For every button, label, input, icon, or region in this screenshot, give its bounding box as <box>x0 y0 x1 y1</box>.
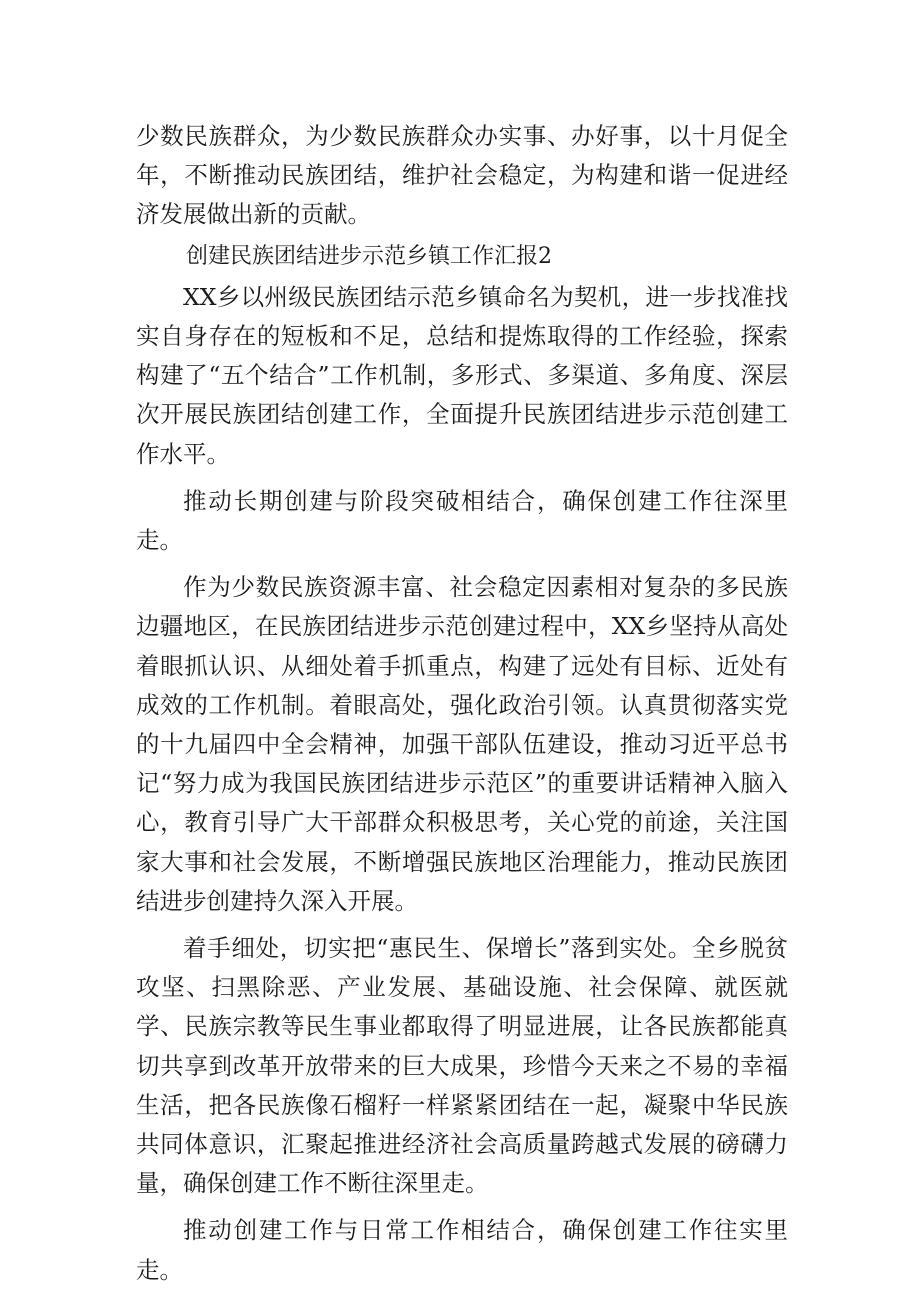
paragraph-body-2: 着手细处，切实把“惠民生、保增长”落到实处。全乡脱贫攻坚、扫黑除恶、产业发展、基础设施、社会保障、就医就学、民族宗教等民生事业都取得了明显进展，让各民族都能真切共享到改革开放带来的巨大成果，珍惜今天来之不易的幸福生活，把各民族像石榴籽一样紧紧团结在一起，凝聚中华民族共同体意识，汇聚起推进经济社会高质量跨越式发展的磅礴力量，确保创建工作不断往深里走。 <box>136 934 788 1198</box>
paragraph-heading-1: 推动长期创建与阶段突破相结合，确保创建工作往深里走。 <box>136 486 788 555</box>
section-title: 创建民族团结进步示范乡镇工作汇报2 <box>186 243 552 269</box>
paragraph-body-1: 作为少数民族资源丰富、社会稳定因素相对复杂的多民族边疆地区，在民族团结进步示范创建过程中，XX乡坚持从高处着眼抓认识、从细处着手抓重点，构建了远处有目标、近处有成效的工作机制。着眼高处，强化政治引领。认真贯彻落实党的十九届四中全会精神，加强干部队伍建设，推动习近平总书记“努力成为我国民族团结进步示范区”的重要讲话精神入脑入心，教育引导广大干部群众积极思考，关心党的前途，关注国家大事和社会发展，不断增强民族地区治理能力，推动民族团结进步创建持久深入开展。 <box>136 573 788 915</box>
paragraph-heading-2: 推动创建工作与日常工作相结合，确保创建工作往实里走。 <box>136 1216 788 1284</box>
paragraph-intro: XX乡以州级民族团结示范乡镇命名为契机，进一步找准找实自身存在的短板和不足，总结和提炼取得的工作经验，探索构建了“五个结合”工作机制，多形式、多渠道、多角度、深层次开展民族团结创建工作，全面提升民族团结进步示范创建工作水平。 <box>136 282 788 468</box>
paragraph-continuation: 少数民族群众，为少数民族群众办实事、办好事，以十月促全年，不断推动民族团结，维护社会稳定，为构建和谐一促进经济发展做出新的贡献。 <box>136 122 788 229</box>
body-text <box>136 117 788 1290</box>
